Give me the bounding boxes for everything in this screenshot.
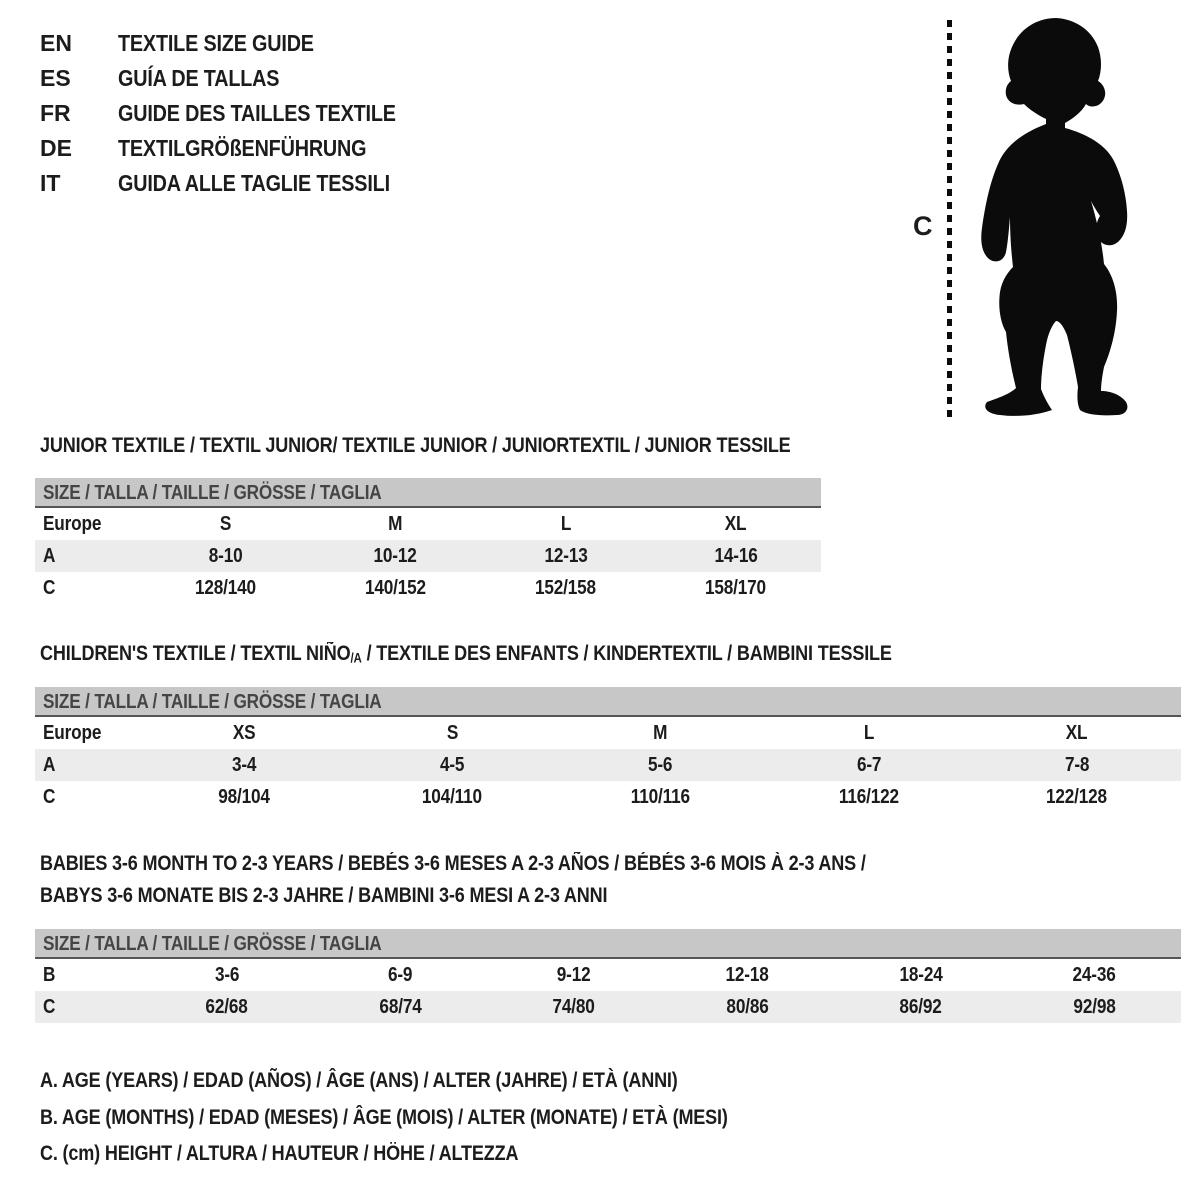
age-cell: 4-5 [440, 754, 465, 776]
height-cell: 98/104 [218, 786, 270, 808]
size-cell: M [388, 513, 403, 535]
age-cell: 12-13 [544, 545, 588, 567]
height-cell: 140/152 [364, 577, 426, 599]
table-row [35, 781, 1181, 813]
guide-title: GUÍA DE TALLAS [118, 65, 280, 91]
language-row [40, 26, 441, 61]
row-label: Europe [43, 722, 102, 744]
age-cell: 18-24 [899, 964, 943, 986]
babies-section-title-line2: BABYS 3-6 MONATE BIS 2-3 JAHRE / BAMBINI 3-6 MESI A 2-3 ANNI [40, 884, 608, 907]
table-row [35, 959, 1181, 991]
size-cell: L [863, 722, 874, 744]
height-cell: 62/68 [205, 996, 248, 1018]
size-cell: XL [1066, 722, 1088, 744]
height-cell: 92/98 [1073, 996, 1116, 1018]
height-cell: 158/170 [705, 577, 767, 599]
language-row [40, 166, 441, 201]
height-cell: 152/158 [535, 577, 597, 599]
table-row [35, 991, 1181, 1023]
age-cell: 12-18 [725, 964, 769, 986]
table-row [35, 572, 821, 604]
children-size-table [35, 687, 1181, 813]
row-label: C [43, 786, 56, 808]
age-cell: 9-12 [556, 964, 591, 986]
language-code: EN [40, 30, 72, 56]
table-row [35, 508, 821, 540]
size-header-label: SIZE / TALLA / TAILLE / GRÖSSE / TAGLIA [43, 482, 382, 504]
language-code: FR [40, 100, 71, 126]
age-cell: 14-16 [714, 545, 758, 567]
height-cell: 110/116 [630, 786, 691, 808]
language-row [40, 61, 441, 96]
guide-title: GUIDA ALLE TAGLIE TESSILI [118, 170, 390, 196]
age-cell: 10-12 [373, 545, 417, 567]
children-section-title: CHILDREN'S TEXTILE / TEXTIL NIÑO/A / TEXTILE DES ENFANTS / KINDERTEXTIL / BAMBINI TESSILE [40, 642, 892, 666]
size-header-bar [35, 478, 821, 508]
language-code: DE [40, 135, 72, 161]
legend-line-a: A. AGE (YEARS) / EDAD (AÑOS) / ÂGE (ANS) / ALTER (JAHRE) / ETÀ (ANNI) [40, 1069, 678, 1092]
language-code: ES [40, 65, 71, 91]
height-measure-line [947, 20, 952, 418]
babies-size-table [35, 929, 1181, 1023]
size-header-label: SIZE / TALLA / TAILLE / GRÖSSE / TAGLIA [43, 691, 382, 713]
language-row [40, 131, 441, 166]
size-cell: S [219, 513, 231, 535]
language-title-block [40, 26, 441, 201]
legend-line-b: B. AGE (MONTHS) / EDAD (MESES) / ÂGE (MOIS) / ALTER (MONATE) / ETÀ (MESI) [40, 1106, 728, 1129]
guide-title: TEXTILE SIZE GUIDE [118, 30, 314, 56]
height-cell: 80/86 [726, 996, 769, 1018]
guide-title: TEXTILGRÖßENFÜHRUNG [118, 135, 367, 161]
language-code: IT [40, 170, 61, 196]
age-cell: 3-6 [214, 964, 239, 986]
row-label: A [43, 754, 56, 776]
legend-line-c: C. (cm) HEIGHT / ALTURA / HAUTEUR / HÖHE / ALTEZZA [40, 1142, 519, 1165]
size-header-label: SIZE / TALLA / TAILLE / GRÖSSE / TAGLIA [43, 933, 382, 955]
height-measure-label: C [913, 211, 933, 241]
table-row [35, 540, 821, 572]
babies-section-title-line1: BABIES 3-6 MONTH TO 2-3 YEARS / BEBÉS 3-6 MESES A 2-3 AÑOS / BÉBÉS 3-6 MOIS À 2-3 ANS / [40, 852, 866, 875]
toddler-silhouette-icon [960, 14, 1145, 419]
row-label: C [43, 996, 56, 1018]
age-cell: 7-8 [1064, 754, 1090, 776]
height-cell: 104/110 [422, 786, 483, 808]
language-row [40, 96, 441, 131]
junior-size-table [35, 478, 821, 604]
age-cell: 3-4 [231, 754, 257, 776]
age-cell: 6-7 [856, 754, 881, 776]
size-header-bar [35, 929, 1181, 959]
height-cell: 128/140 [194, 577, 256, 599]
junior-section-title: JUNIOR TEXTILE / TEXTIL JUNIOR/ TEXTILE JUNIOR / JUNIORTEXTIL / JUNIOR TESSILE [40, 434, 791, 457]
row-label: A [43, 545, 56, 567]
table-row [35, 749, 1181, 781]
size-cell: L [560, 513, 571, 535]
row-label: B [43, 964, 56, 986]
size-cell: M [653, 722, 668, 744]
row-label: C [43, 577, 56, 599]
size-cell: XS [232, 722, 256, 744]
guide-title: GUIDE DES TAILLES TEXTILE [118, 100, 396, 126]
size-header-bar [35, 687, 1181, 717]
height-cell: 122/128 [1046, 786, 1108, 808]
size-cell: S [446, 722, 458, 744]
age-cell: 6-9 [388, 964, 413, 986]
age-cell: 5-6 [648, 754, 673, 776]
row-label: Europe [43, 513, 102, 535]
height-cell: 68/74 [379, 996, 422, 1018]
height-cell: 74/80 [552, 996, 595, 1018]
height-cell: 86/92 [899, 996, 942, 1018]
height-cell: 116/122 [838, 786, 899, 808]
size-cell: XL [725, 513, 747, 535]
table-row [35, 717, 1181, 749]
age-cell: 8-10 [208, 545, 242, 567]
nino-a-subscript: /A [350, 650, 362, 666]
age-cell: 24-36 [1072, 964, 1116, 986]
